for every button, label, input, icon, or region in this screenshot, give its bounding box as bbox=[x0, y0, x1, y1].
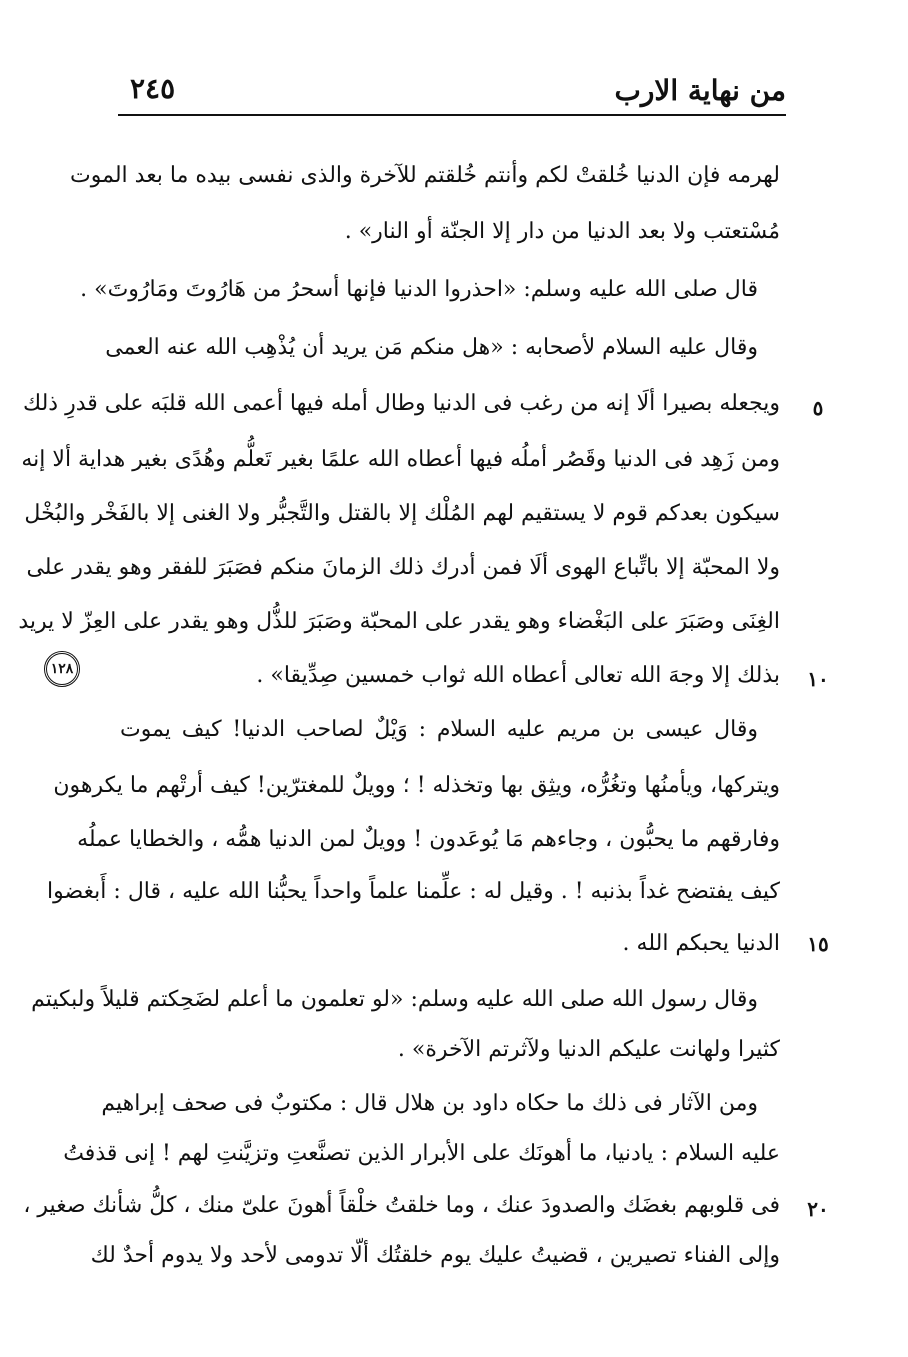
text-line: ويجعله بصيرا ألَا إنه من رغب فى الدنيا وطال أمله فيها أعمى الله قلبَه على قدرِ ذلك bbox=[23, 391, 780, 416]
page-number: ٢٤٥ bbox=[130, 72, 176, 105]
text-line: الدنيا يحبكم الله . bbox=[622, 931, 780, 956]
text-line: بذلك إلا وجهَ الله تعالى أعطاه الله ثواب خمسين صِدِّيقا» . bbox=[256, 663, 780, 688]
running-title: من نهاية الارب bbox=[614, 74, 786, 107]
text-line: ويتركها، ويأمنُها وتغُرُّه، ويثِق بها وتخذله ! ؛ وويلٌ للمغترّين! كيف أرتْهم ما يكرهون bbox=[53, 773, 780, 798]
line-number: ٥ bbox=[812, 396, 824, 420]
text-line: ومن الآثار فى ذلك ما حكاه داود بن هلال قال : مكتوبٌ فى صحف إبراهيم bbox=[101, 1091, 758, 1116]
header-rule bbox=[118, 114, 786, 116]
text-line: كيف يفتضح غداً بذنبه ! . وقيل له : علِّمنا علماً واحداً يحبُّنا الله عليه ، قال : أَبغضوا bbox=[47, 879, 780, 904]
text-line: الغِنَى وصَبَرَ على البَغْضاء وهو يقدر على المحبّة وصَبَرَ للذُّل وهو يقدر على العِزّ لا يريد bbox=[18, 609, 780, 634]
text-line: وفارقهم ما يحبُّون ، وجاءهم مَا يُوعَدون ! وويلٌ لمن الدنيا همُّه ، والخطايا عملُه bbox=[77, 827, 780, 852]
text-line: قال صلى الله عليه وسلم: «احذروا الدنيا فإنها أسحرُ من هَارُوتَ ومَارُوتَ» . bbox=[80, 277, 758, 302]
line-number: ٢٠ bbox=[807, 1197, 829, 1221]
text-line: ومن زَهِد فى الدنيا وقَصُر أملُه فيها أعطاه الله علمًا بغير تَعلُّم وهُدًى بغير هداية ألا إنه bbox=[21, 447, 780, 472]
text-line: وإلى الفناء تصيرين ، قضيتُ عليك يوم خلقتُك ألّا تدومى لأحد ولا يدوم أحدٌ لك bbox=[90, 1243, 780, 1268]
margin-reference-mark: ١٢٨ bbox=[44, 651, 80, 687]
page-header bbox=[118, 70, 786, 114]
text-line: فى قلوبهم بغضَك والصدودَ عنك ، وما خلقتُ خلْقاً أهونَ علىّ منك ، كلُّ شأنك صغير ، bbox=[23, 1193, 780, 1218]
text-line: كثيرا ولهانت عليكم الدنيا ولآثرتم الآخرة» . bbox=[397, 1037, 780, 1062]
text-line: عليه السلام : يادنيا، ما أهونَك على الأبرار الذين تصنَّعتِ وتزيَّنتِ لهم ! إنى قذفتُ bbox=[63, 1141, 780, 1166]
text-line: مُسْتعتب ولا بعد الدنيا من دار إلا الجنّة أو النار» . bbox=[344, 219, 780, 244]
text-line: سيكون بعدكم قوم لا يستقيم لهم المُلْك إلا بالقتل والتَّجبُّر ولا الغنى إلا بالفَخْر والبُخْل bbox=[24, 501, 780, 526]
text-line: لهرمه فإن الدنيا خُلقتْ لكم وأنتم خُلقتم للآخرة والذى نفسى بيده ما بعد الموت bbox=[70, 163, 780, 188]
line-number: ١٠ bbox=[807, 667, 829, 691]
text-line: وقال عليه السلام لأصحابه : «هل منكم مَن يريد أن يُذْهِب الله عنه العمى bbox=[105, 335, 758, 360]
text-line: ولا المحبّة إلا باتِّباع الهوى ألَا فمن أدرك ذلك الزمانَ منكم فصَبَرَ للفقر وهو يقدر على bbox=[26, 555, 780, 580]
line-number: ١٥ bbox=[807, 932, 829, 956]
text-line: وقال عيسى بن مريم عليه السلام : وَيْلٌ لصاحب الدنيا! كيف يموت bbox=[120, 717, 758, 742]
text-line: وقال رسول الله صلى الله عليه وسلم: «لو تعلمون ما أعلم لضَحِكتم قليلاً ولبكيتم bbox=[31, 987, 758, 1012]
